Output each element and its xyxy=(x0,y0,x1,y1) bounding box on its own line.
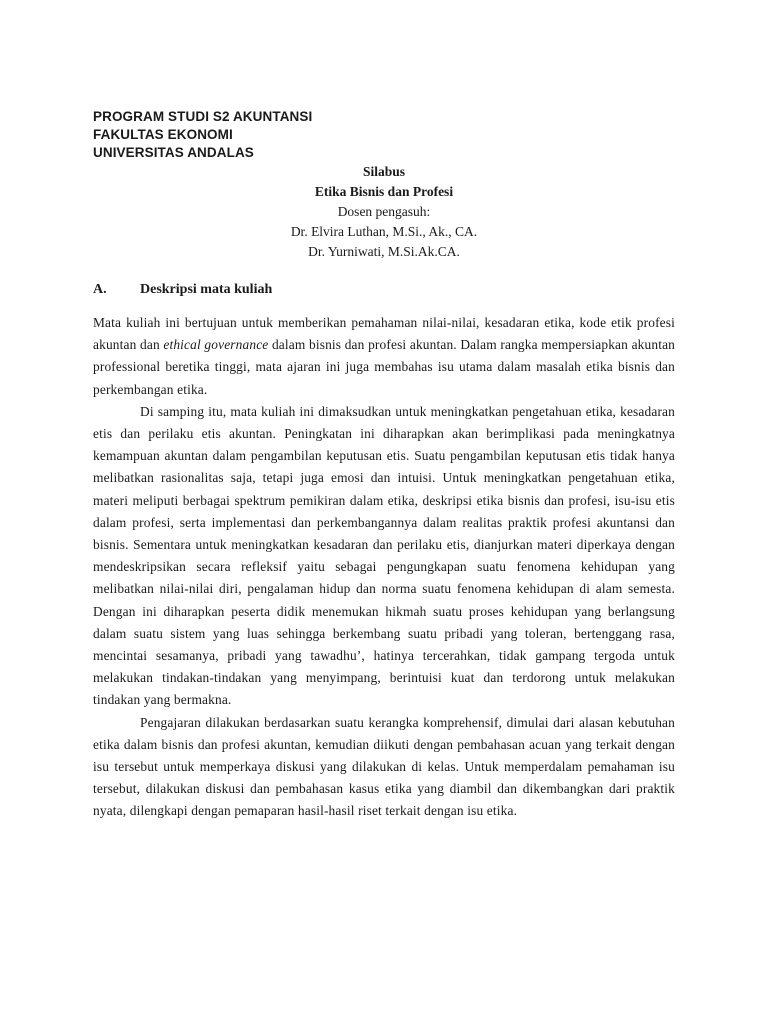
document-type: Silabus xyxy=(362,164,406,179)
faculty-line: FAKULTAS EKONOMI xyxy=(93,127,233,142)
lecturer-name-2: Dr. Yurniwati, M.Si.Ak.CA. xyxy=(308,244,460,259)
paragraph-3: Pengajaran dilakukan berdasarkan suatu kerangka komprehensif, dimulai dari alasan kebutuhan etika dalam bisnis dan profesi akuntan, kemudian diikuti dengan pembahasan acuan yang terkait dengan isu tersebut untuk memperkaya diskusi yang dilakukan di kelas. Untuk memperdalam pemahaman isu tersebut, dilakukan diskusi dan pembahasan kasus etika yang diambil dan dikembangkan dari praktik nyata, dilengkapi dengan pemaparan hasil-hasil riset terkait dengan isu etika. xyxy=(93,714,675,819)
course-title: Etika Bisnis dan Profesi xyxy=(314,184,454,199)
paragraph-1-part-1: Mata kuliah ini bertujuan untuk memberikan pemahaman nilai-nilai, kesadaran etika, kode etik profesi akuntan dan xyxy=(93,315,675,353)
section-title: Deskripsi mata kuliah xyxy=(140,282,273,297)
document-page xyxy=(93,108,675,823)
program-line: PROGRAM STUDI S2 AKUNTANSI xyxy=(93,109,313,124)
institution-header xyxy=(93,108,675,162)
lecturer-label: Dosen pengasuh: xyxy=(337,204,431,219)
paragraph-1 xyxy=(93,312,675,401)
paragraph-2: Di samping itu, mata kuliah ini dimaksudkan untuk meningkatkan pengetahuan etika, kesadaran etis dan perilaku etis akuntan. Peningkatan ini diharapkan akan berimplikasi pada meningkatnya kemampuan akuntan dalam pengambilan keputusan etis. Suatu pengambilan keputusan etis tidak hanya melibatkan rasionalitas saja, tetapi juga emosi dan intuisi. Untuk meningkatkan pengetahuan etika, materi meliputi berbagai spektrum pemikiran dalam etika, deskripsi etika bisnis dan profesi, isu-isu etis dalam profesi, serta implementasi dan perkembangannya dalam realitas praktik profesi akuntansi dan bisnis. Sementara untuk meningkatkan kesadaran dan perilaku etis, dianjurkan materi diperkaya dengan mendeskripsikan secara refleksif yaitu sebagai pengungkapan suatu fenomena kehidupan yang melibatkan nilai-nilai diri, pengalaman hidup dan norma suatu fenomena kehidupan di alam semesta. Dengan ini diharapkan peserta didik menemukan hikmah suatu proses kehidupan yang berlangsung dalam suatu sistem yang luas sehingga berkembang suatu pribadi yang toleran, bertenggang rasa, mencintai sesamanya, pribadi yang tawadhu’, hatinya tercerahkan, tidak gampang tergoda untuk melakukan tindakan-tindakan yang menyimpang, berintuisi kuat dan terdorong untuk melakukan tindakan yang bermakna. xyxy=(93,403,675,708)
section-heading xyxy=(93,282,675,298)
paragraph-1-italic-term: ethical governance xyxy=(163,337,269,353)
paragraph-1-part-2: dalam bisnis dan profesi akuntan. Dalam rangka mempersiapkan akuntan professional beretika tinggi, mata ajaran ini juga membahas isu utama dalam masalah etika bisnis dan perkembangan etika. xyxy=(93,337,676,397)
lecturer-name-1: Dr. Elvira Luthan, M.Si., Ak., CA. xyxy=(290,224,478,239)
section-number: A. xyxy=(93,282,107,297)
title-block xyxy=(93,162,675,262)
university-line: UNIVERSITAS ANDALAS xyxy=(93,145,254,160)
section-body xyxy=(93,312,675,823)
